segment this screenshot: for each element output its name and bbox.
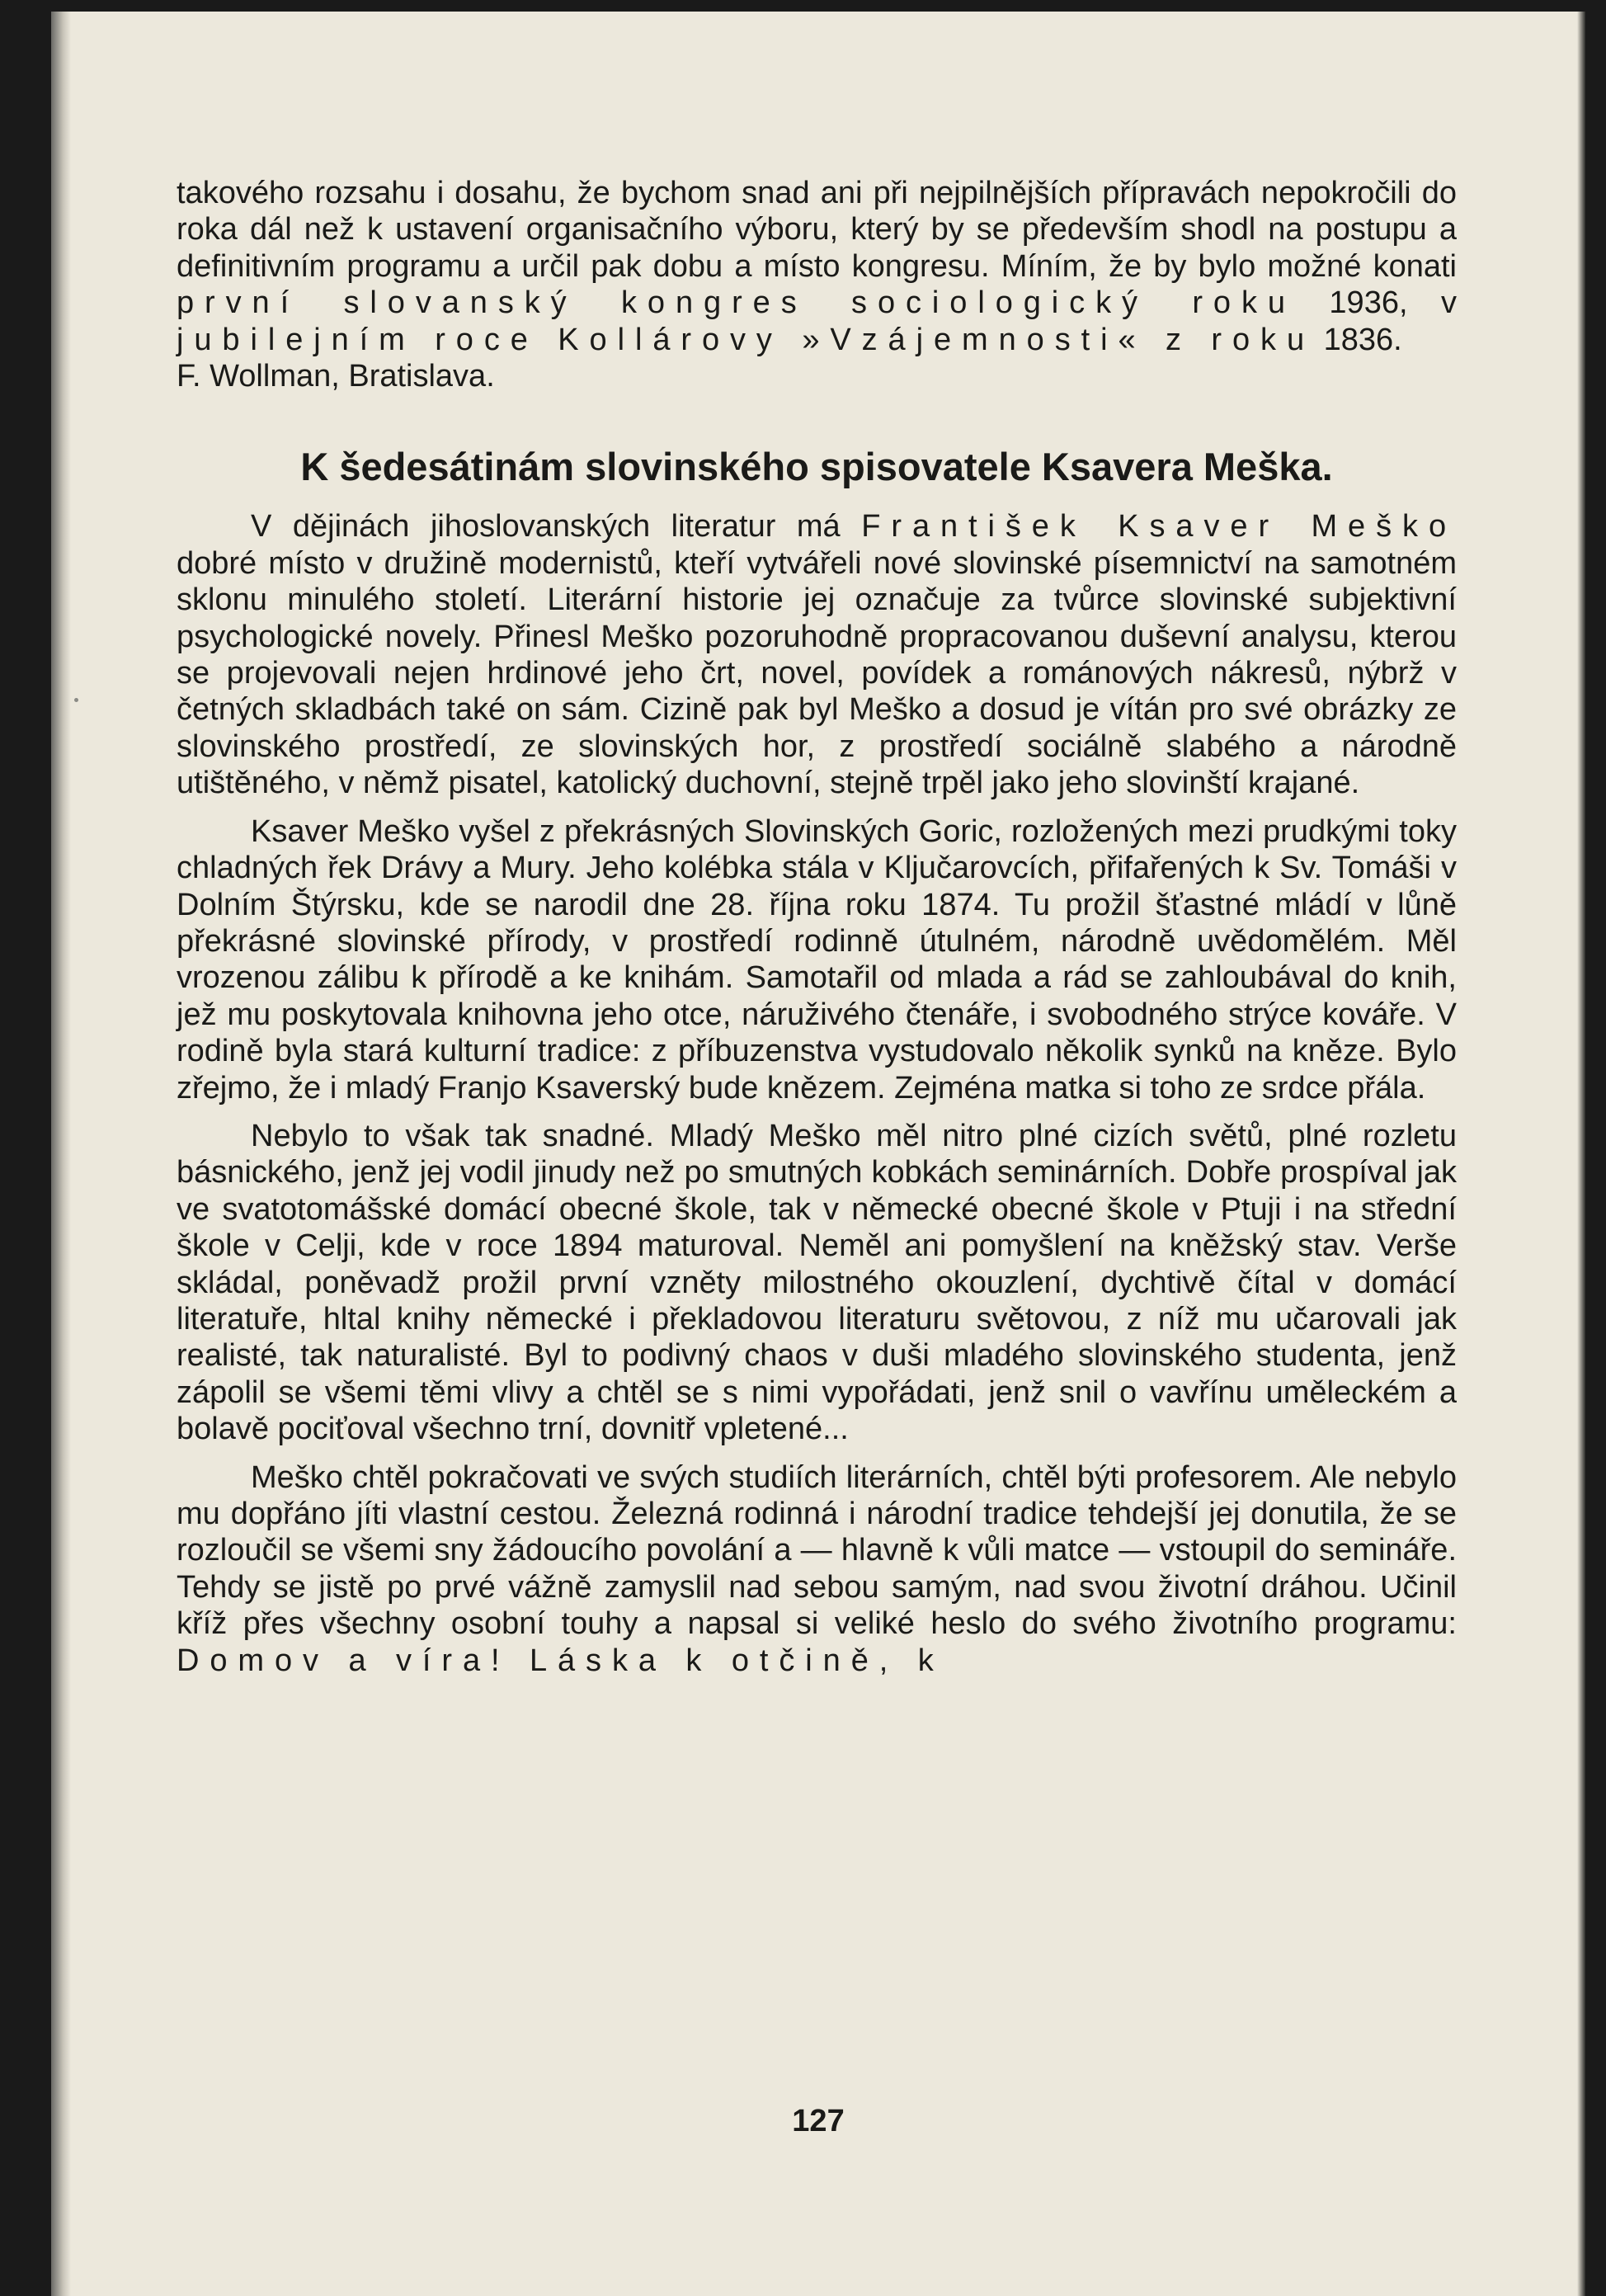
paragraph-4 [177,1459,1457,1679]
intro-text: 1936, v [1329,285,1457,321]
paragraph-1 [177,508,1457,801]
page-edge-shadow [1577,12,1585,2296]
page-number: 127 [792,2104,845,2138]
book-page [51,12,1585,2296]
intro-text: takového rozsahu i dosahu, že bychom snad ani při nejpilnějších přípravách nepokročili do roka dál než k ustavení organisačního výboru, který by se především shodl na postupu a definitivním programu a určil pak dobu a místo kongresu. Míním, že by bylo možné konati [177,176,1457,284]
emphasized-text: první slovanský kongres sociologický roku [177,285,1296,321]
intro-paragraph [177,175,1457,358]
emphasized-text: jubilejním roce Kollárovy »Vzájemnosti« z roku [177,322,1315,357]
author-signature: F. Wollman, Bratislava. [177,359,495,394]
paragraph-text: Meško chtěl pokračovati ve svých studiích literárních, chtěl býti profesorem. Ale nebylo mu dopřáno jíti vlastní cestou. Železná rodinná i národní tradice tehdejší jej donutila, že se rozloučil se všemi sny žádoucího povolání a — hlavně k vůli matce — vstoupil do semináře. Tehdy se jistě po prvé vážně zamyslil nad sebou samým, nad svou životní dráhou. Učinil kříž přes všechny osobní touhy a napsal si veliké heslo do svého životního programu: [177,1459,1457,1642]
paper-speck [74,698,78,702]
paragraph-2: Ksaver Meško vyšel z překrásných Slovinských Goric, rozložených mezi prudkými toky chladných řek Drávy a Mury. Jeho kolébka stála v Ključarovcích, přifařených k Sv. Tomáši v Dolním Štýrsku, kde se narodil dne 28. října roku 1874. Tu prožil šťastné mládí v lůně překrásné slovinské přírody, v prostředí rodinně útulném, národně uvědomělém. Měl vrozenou zálibu k přírodě a ke knihám. Samotařil od mlada a rád se zahloubával do knih, jež mu poskytovala knihovna jeho otce, náruživého čtenáře, i svobodného strýce kováře. V rodině byla stará kulturní tradice: z příbuzenstva vystudovalo několik synků na kněze. Bylo zřejmo, že i mladý Franjo Ksaverský bude knězem. Zejména matka si toho ze srdce přála. [177,813,1457,1106]
emphasized-name: František Ksaver Meško [861,509,1458,545]
article-title: K šedesátinám slovinského spisovatele Ksavera Meška. [300,445,1333,489]
binding-shadow [51,12,71,2296]
paragraph-3: Nebylo to však tak snadné. Mladý Meško měl nitro plné cizích světů, plné rozletu básnického, jenž jej vodil jinudy než po smutných kobkách seminárních. Dobře prospíval jak ve svatotomášské domácí obecné škole, tak v německé obecné škole v Ptuji i na střední škole v Celji, kde v roce 1894 maturoval. Neměl ani pomyšlení na kněžský stav. Verše skládal, poněvadž prožil první vzněty milostného okouzlení, dychtivě čítal v domácí literatuře, hltal knihy německé i překladovou literaturu světovou, z níž mu učarovali jak realisté, tak naturalisté. Byl to podivný chaos v duši mladého slovinského studenta, jenž zápolil se všemi těmi vlivy a chtěl se s nimi vypořádati, jenž snil o vavřínu uměleckém a bolavě pociťoval všechno trní, dovnitř vpletené... [177,1118,1457,1447]
paragraph-text: dobré místo v družině modernistů, kteří vytvářeli nové slovinské písemnictví na samotném sklonu minulého století. Literární historie jej označuje za tvůrce slovinské subjektivní psychologické novely. Přinesl Meško pozoruhodně propracovanou duševní analysu, kterou se projevovali nejen hrdinové jeho črt, novel, povídek a románových nákresů, nýbrž v četných skladbách také on sám. Cizině pak byl Meško a dosud je vítán pro své obrázky ze slovinského prostředí, ze slovinských hor, z prostředí sociálně slabého a národně utištěného, v němž pisatel, katolický duchovní, stejně trpěl jako jeho slovinští krajané. [177,545,1457,801]
emphasized-text: Domov a víra! Láska k otčině, k [177,1643,944,1678]
page-text [177,175,1457,1679]
paragraph-text: V dějinách jihoslovanských literatur má [251,509,841,545]
intro-text: 1836. [1323,322,1402,357]
